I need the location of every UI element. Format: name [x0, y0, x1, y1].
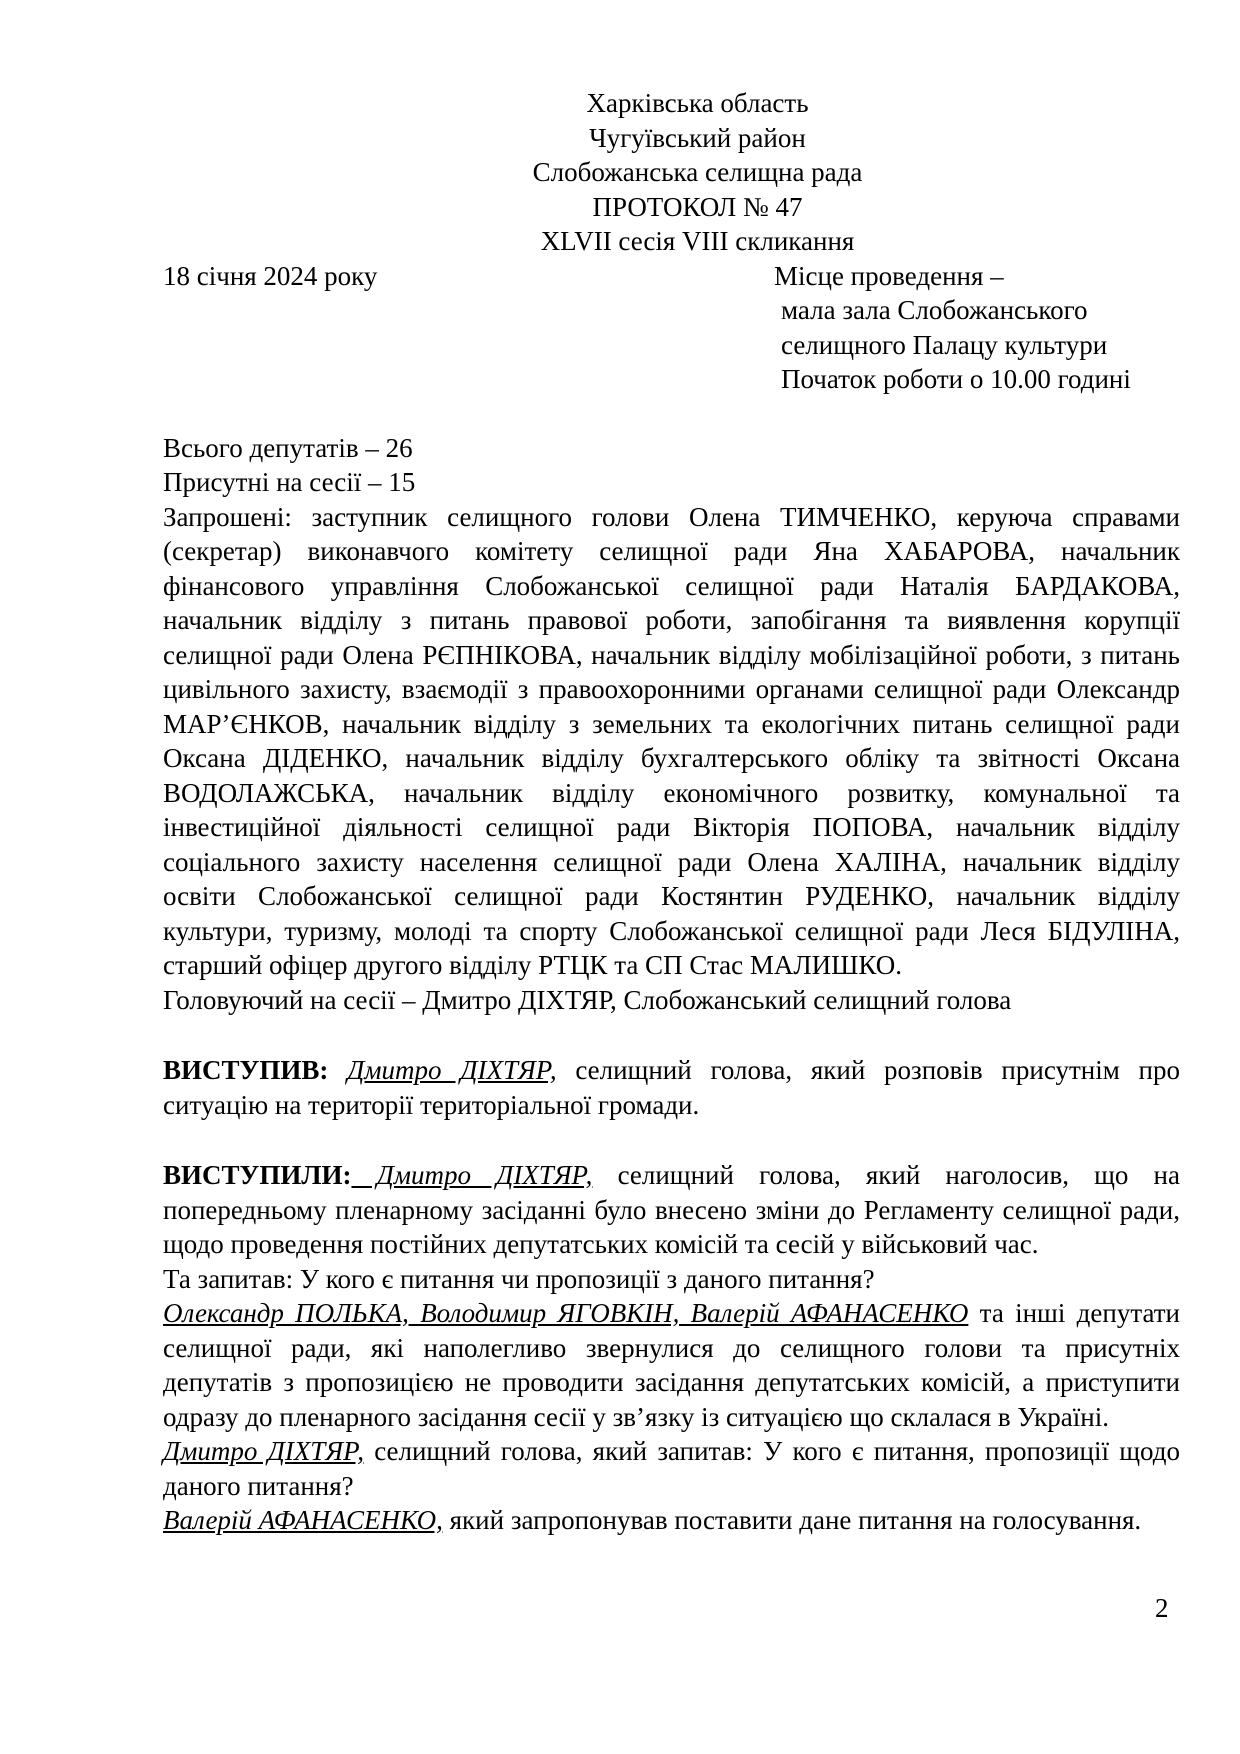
total-deputies: Всього депутатів – 26: [163, 432, 413, 463]
page-number: 2: [1155, 1593, 1169, 1623]
district-line: Чугуївський район: [589, 122, 806, 153]
invited-paragraph: Запрошені: заступник селищного голови Олена ТИМЧЕНКО, керуюча справами (секретар) виконавчого комітету селищної ради Яна ХАБАРОВА, начальник фінансового управління Слобожанської селищної ради Наталія БАРДАКОВА, начальник відділу з питань правової роботи, запобігання та виявлення корупції селищної ради Олена РЄПНІКОВА, начальник відділу мобілізаційної роботи, з питань цивільного захисту, взаємодії з правоохоронними органами селищної ради Олександр МАР’ЄНКОВ, начальник відділу з земельних та екологічних питань селищної ради Оксана ДІДЕНКО, начальник відділу бухгалтерського обліку та звітності Оксана ВОДОЛАЖСЬКА, начальник відділу економічного розвитку, комунальної та інвестиційної діяльності селищної ради Вікторія ПОПОВА, начальник відділу соціального захисту населення селищної ради Олена ХАЛІНА, начальник відділу освіти Слобожанської селищної ради Костянтин РУДЕНКО, начальник відділу культури, туризму, молоді та спорту Слобожанської селищної ради Леся БІДУЛІНА, старший офіцер другого відділу РТЦК та СП Стас МАЛИШКО.: [163, 501, 1180, 980]
vote-proposal: [163, 1503, 1180, 1538]
speech-1-text: селищний голова, який розповів присутнім про ситуацію на території територіальної громади.: [163, 1055, 1181, 1120]
council-line: Слобожанська селищна рада: [532, 157, 863, 187]
venue-label: Місце проведення –: [774, 260, 1004, 291]
speech-2: [163, 1158, 1180, 1538]
session-date: 18 січня 2024 року: [163, 260, 378, 291]
venue-block: [774, 259, 1184, 397]
region-line: Харківська область: [586, 88, 809, 118]
speech-2-label: ВИСТУПИЛИ:: [163, 1160, 352, 1190]
deputies-names: Олександр ПОЛЬКА, Володимир ЯГОВКІН, Валерій АФАНАСЕНКО: [163, 1298, 969, 1328]
chair-line: Головуючий на сесії – Дмитро ДІХТЯР, Слобожанський селищний голова: [163, 984, 1012, 1015]
chair-question-text: селищний голова, який запитав: У кого є питання, пропозиції щодо даного питання?: [163, 1436, 1180, 1501]
spacer: [163, 397, 1180, 431]
document-header: [163, 86, 1180, 259]
speech-1: [163, 1053, 1180, 1122]
speech-2-paragraph: [163, 1158, 1180, 1262]
speech-1-speaker: Дмитро ДІХТЯР,: [347, 1055, 557, 1085]
speech-2-question: Та запитав: У кого є питання чи пропозиції з даного питання?: [163, 1263, 875, 1294]
venue-line-2: селищного Палацу культури: [781, 329, 1108, 360]
vote-proposal-speaker: Валерій АФАНАСЕНКО,: [163, 1505, 443, 1535]
protocol-title: ПРОТОКОЛ № 47: [592, 191, 803, 222]
speech-2-text: селищний голова, який наголосив, що на попередньому пленарному засіданні було внесено зміни до Регламенту селищної ради, щодо проведення постійних депутатських комісій та сесій у військовий час.: [163, 1160, 1180, 1259]
start-time: Початок роботи о 10.00 годині: [781, 364, 1131, 394]
venue-line-1: мала зала Слобожанського: [781, 295, 1088, 325]
speech-1-label: ВИСТУПИВ:: [163, 1055, 329, 1085]
chair-question-speaker: Дмитро ДІХТЯР,: [163, 1436, 364, 1466]
speech-2-speaker: Дмитро ДІХТЯР,: [351, 1160, 593, 1190]
meta-row: [163, 259, 1180, 397]
present-deputies: Присутні на сесії – 15: [163, 467, 416, 497]
document-content: [163, 86, 1180, 1538]
session-line: XLVII сесія VIII скликання: [540, 226, 855, 256]
vote-proposal-text: який запропонував поставити дане питання на голосування.: [442, 1505, 1142, 1535]
deputies-proposal-text: та інші депутати селищної ради, які наполегливо звернулися до селищного голови та присутніх депутатів з пропозицією не проводити засідання депутатських комісій, а приступити одразу до пленарного засідання сесії у зв’язку із ситуацією що склалася в Україні.: [163, 1298, 1180, 1432]
chair-question: [163, 1434, 1180, 1503]
deputies-proposal: [163, 1296, 1180, 1434]
